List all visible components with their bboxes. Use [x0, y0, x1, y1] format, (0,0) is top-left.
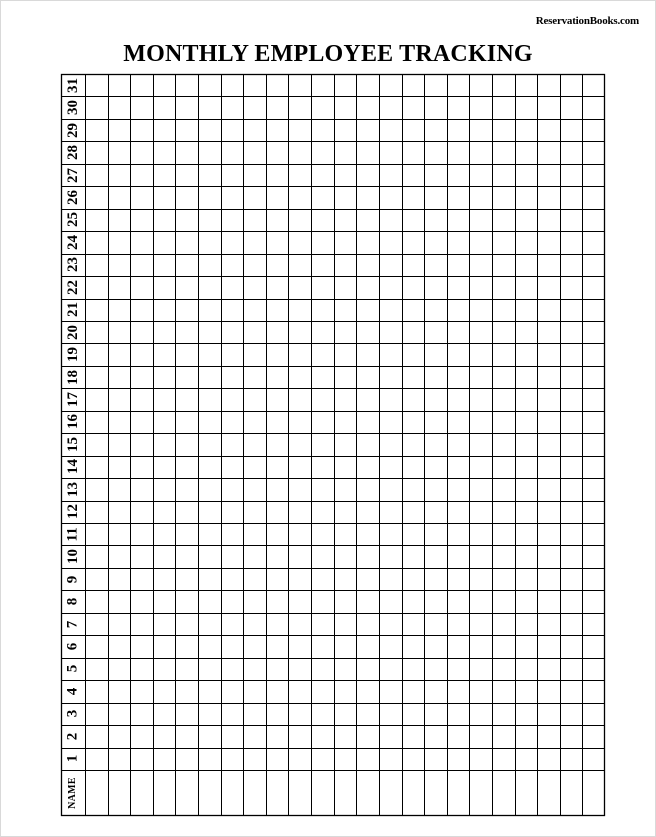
day-label-2-text: 2	[64, 732, 81, 741]
day-label-22-text: 22	[64, 279, 81, 295]
day-label-11-text: 11	[64, 527, 81, 542]
day-label-31	[61, 74, 85, 96]
day-label-5	[61, 658, 85, 680]
day-label-18	[61, 366, 85, 388]
day-label-26-text: 26	[64, 189, 81, 205]
day-label-24-text: 24	[64, 234, 81, 250]
day-label-27-text: 27	[64, 167, 81, 183]
day-label-2	[61, 725, 85, 747]
day-label-29-text: 29	[64, 122, 81, 138]
day-label-11	[61, 523, 85, 545]
day-label-24	[61, 231, 85, 253]
day-label-25-text: 25	[64, 212, 81, 228]
name-header-text: NAME	[67, 777, 79, 809]
day-label-15	[61, 433, 85, 455]
day-label-23-text: 23	[64, 257, 81, 273]
site-name: ReservationBooks.com	[535, 15, 639, 27]
day-label-21-text: 21	[64, 302, 81, 318]
grid-border	[62, 75, 605, 816]
day-label-10	[61, 545, 85, 567]
day-label-16	[61, 411, 85, 433]
day-label-6	[61, 635, 85, 657]
day-label-13-text: 13	[64, 481, 81, 497]
day-label-12	[61, 501, 85, 523]
day-label-1	[61, 748, 85, 770]
day-label-4-text: 4	[64, 687, 81, 696]
day-label-31-text: 31	[64, 77, 81, 93]
day-label-12-text: 12	[64, 504, 81, 520]
day-label-7	[61, 613, 85, 635]
day-label-6-text: 6	[64, 642, 81, 651]
day-label-8-text: 8	[64, 597, 81, 606]
day-label-15-text: 15	[64, 436, 81, 452]
day-label-28	[61, 141, 85, 163]
day-label-13	[61, 478, 85, 500]
day-label-29	[61, 119, 85, 141]
day-label-16-text: 16	[64, 414, 81, 430]
tracking-grid	[61, 74, 605, 816]
day-label-14-text: 14	[64, 459, 81, 475]
day-label-20-text: 20	[64, 324, 81, 340]
day-label-8	[61, 590, 85, 612]
page-title: MONTHLY EMPLOYEE TRACKING	[123, 41, 533, 67]
day-label-18-text: 18	[64, 369, 81, 385]
name-header	[61, 770, 85, 816]
day-label-25	[61, 209, 85, 231]
day-label-30-text: 30	[64, 100, 81, 116]
day-label-7-text: 7	[64, 620, 81, 628]
day-label-30	[61, 96, 85, 118]
day-label-19-text: 19	[64, 347, 81, 363]
day-label-10-text: 10	[64, 549, 81, 565]
day-label-17-text: 17	[64, 392, 81, 408]
day-label-4	[61, 680, 85, 702]
day-label-28-text: 28	[64, 145, 81, 161]
tracking-grid-lines	[61, 74, 605, 816]
day-label-20	[61, 321, 85, 343]
day-label-19	[61, 343, 85, 365]
day-label-14	[61, 456, 85, 478]
day-label-3	[61, 703, 85, 725]
day-label-21	[61, 299, 85, 321]
day-label-3-text: 3	[64, 710, 81, 718]
day-label-22	[61, 276, 85, 298]
day-label-9-text: 9	[64, 575, 81, 583]
day-label-26	[61, 186, 85, 208]
day-label-1-text: 1	[64, 755, 81, 763]
day-label-9	[61, 568, 85, 590]
day-label-27	[61, 164, 85, 186]
day-label-17	[61, 388, 85, 410]
day-label-5-text: 5	[64, 665, 81, 673]
day-label-23	[61, 254, 85, 276]
